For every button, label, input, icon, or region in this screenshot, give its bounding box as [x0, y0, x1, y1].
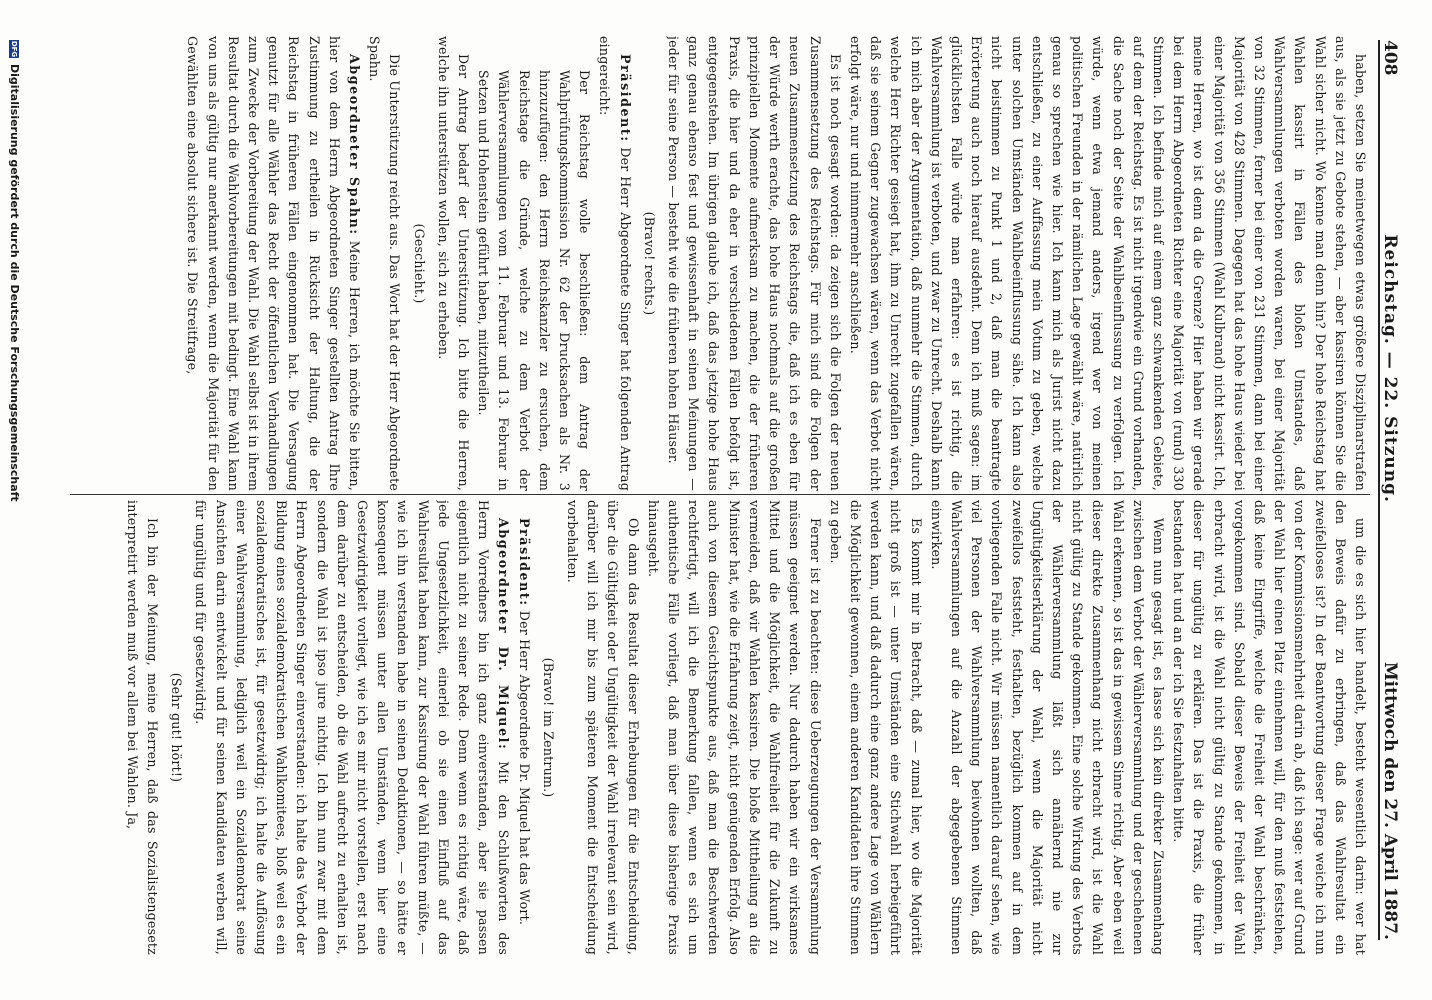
paragraph: [190, 500, 513, 955]
paragraph: Ich bin der Meinung, meine Herren, daß das Sozialistengesetz interpretirt werden muß vor allem bei Wahlen. Ja,: [124, 500, 161, 955]
speech-text: Der Herr Abgeordnete Singer hat folgenden Antrag eingereicht:: [597, 36, 633, 491]
stage-direction: (Geschieht.): [411, 223, 427, 304]
stage-direction: (Bravo! im Zentrum.): [540, 657, 556, 798]
paragraph: Der Antrag bedarf der Unterstützung. Ich bitte die Herren, welche ihn unterstützen wollen, sich zu erheben.: [435, 36, 472, 491]
speech-text: Meine Herren, ich möchte Sie bitten, hier von dem Herrn Abgeordneten Singer gestellten Antrag Ihre Zustimmung zu ertheilen in Rücksicht der Haltung, die der Reichstag in früheren Fällen eingenommen hat. Die Versagung genutzt für alle Wähler das Recht der öffentlichen Verhandlungen zum Zwecke der Vorbereitung der Wahl. Die Wahl selbst ist in ihrem Resultat durch die Wahlvorbereitungen mit bedingt. Eine Wahl kann von uns als gültig nur anerkannt werden, wenn die Majorität für den Gewählten eine absolut sichere ist. Die Streitfrage,: [185, 36, 363, 491]
paragraph: [513, 500, 533, 955]
speech-text: Der Herr Abgeordnete Dr. Miquel hat das Wort.: [516, 606, 532, 926]
paragraph: [182, 36, 364, 491]
paragraph: Es kommt mir in Betracht, daß — zumal hier, wo die Majorität nicht groß ist — unter Umständen eine Stichwahl herbeigeführt werden kann, und daß dadurch eine ganz andere Lage von Wählern die Möglichkeit gewonnen, einem anderen Kandidaten ihre Stimmen zu geben.: [827, 500, 924, 955]
right-column: [70, 500, 1370, 955]
column-divider: [70, 494, 1370, 495]
header-date: Mittwoch den 27. April 1887.: [1380, 661, 1400, 940]
paragraph: Wenn nun gesagt ist, es lasse sich kein direkter Zusammenhang zwischen dem Verbot der Wählerversammlung und der geschehenen Wahl erkennen, so ist das in gewissem Sinne richtig. Aber eben weil dieser direkte Zusammenhang nicht erbracht wird, ist die Wahl nicht gültig zu Stande gekommen. Eine solche Wirkung des Verbots der Wählerversammlung läßt sich annähernd nie zur Ungültigkeitserklärung der Wahl, wenn die Majorität nicht zweifellos feststeht, festhalten, bezüglich kommen auf in dem vorliegenden Falle nicht. Wir müssen namentlich darauf sehen, wie viel Personen der Wahlversammlung beiwohnen wollten, daß Wahlversammlungen auf die Anzahl der abgegebenen Stimmen einwirken.: [928, 500, 1166, 955]
speaker-name: Abgeordneter Dr. Miquel:: [496, 518, 512, 751]
paragraph: Die Unterstützung reicht aus. Das Wort hat der Herr Abgeordnete Spahn.: [367, 36, 403, 491]
speaker-name: Präsident:: [516, 518, 532, 607]
page-number: 408: [1380, 40, 1400, 76]
paragraph: [594, 36, 634, 491]
left-column: [70, 36, 1370, 491]
paragraph: Es ist noch gesagt worden: da zeigen sich die Folgen der neuen Zusammensetzung des Reichstags. Für mich sind die Folgen der neuen Zusammensetzung des Reichstags die, daß ich es eben für der Würde werth erachte, das hohe Haus nochmals auf die großen prinzipiellen Momente aufmerksam zu machen, die der früheren Praxis, die hier und da eher in verschiedenen Fällen befolgt ist, entgegenstehen. Im übrigen glaube ich, daß das jetzige hohe Haus ganz genau ebenso fest und gewissenhaft in seinen Meinungen — jeder für seine Person — besteht wie die früheren hohen Häuser.: [666, 36, 843, 491]
dfg-logo: DFG: [10, 40, 19, 58]
page-header: [1378, 40, 1414, 940]
paragraph: Ferner ist zu beachten: diese Ueberzeugungen der Versammlung müssen geeignet werden. Nur dadurch haben wir ein wirksames Mittel und die Möglichkeit, die Wahlfreiheit für die Zukunft zu vermeiden, daß wir Wahlen kassiren. Die bloße Mittheilung an die Minister hat, wie die Erfahrung zeigt, nicht genügenden Erfolg. Also auch von diesem Gesichtspunkte aus, daß man die Beschwerden rechtfertigt, will ich die Bemerkung fallen, wenn es sich um authentische Fälle vorliegt, daß man über diese bisherige Praxis hinausgeht.: [645, 500, 823, 955]
stage-direction: (Sehr gut! hört!): [169, 672, 185, 783]
speaker-name: Präsident:: [617, 54, 633, 143]
speaker-name: Abgeordneter Spahn:: [347, 54, 363, 236]
paragraph: um die es sich hier handelt, besteht wesentlich darin: wer hat den Beweis dafür zu erbringen, daß das Wahlresultat ein zweifelloses ist? In der Beantwortung dieser Frage weiche ich nun von der Kommissionsmehrheit darin ab, daß ich sage: wer auf Grund der Wahl hier einen Platz einnehmen will, für den muß feststehen, daß keine Eingriffe, welche die Freiheit der Wahl beschränken, vorgekommen sind. Sobald dieser Beweis der Freiheit der Wahl erbracht wird, ist die Wahl nicht gültig zu Stande gekommen, in dieser für ungültig zu erklären. Das ist die Praxis, die früher bestanden hat und an der ich Sie festzuhalten bitte.: [1171, 500, 1368, 955]
paragraph: Ob dann das Resultat dieser Erhebungen für die Entscheidung, über die Gültigkeit oder Ungültigkeit der Wahl irrelevant sein wird, darüber will ich mir bis zum späteren Moment die Entscheidung vorbehalten.: [565, 500, 641, 955]
paragraph: haben, setzen Sie meinetwegen etwas größere Disziplinarstrafen aus, als sie jetzt zu Gebote stehen, — aber kassiren können Sie die Wahl sicher nicht. Wo kenne man denn hin? Der hohe Reichstag hat Wahlen kassirt in Fällen des bloßen Umstandes, daß Wahlversammlungen verboten worden waren, bei einer Majorität von 32 Stimmen, ferner bei einer von 231 Stimmen, dann bei einer Majorität von 428 Stimmen. Dagegen hat das hohe Haus wieder bei einer Majorität von 356 Stimmen (Wahl Kulbrand) nicht kassirt. Ich, meine Herren, wo ist denn da die Grenze? Hier haben wir gerade bei dem Herrn Abgeordneten Richter eine Majorität von (rund) 330 Stimmen. Ich befinde mich auf einem ganz schwankenden Gebiete, auf dem der Reichstag. Es ist nicht irgendwie ein Grund vorhanden, die Sache noch der Seite der Wahlbeeinflussung zu verfolgen. Ich würde, wenn etwa jemand anders, irgend wer von meinen politischen Freunden in der nämlichen Lage gewählt wäre, natürlich genau so sprechen wie hier. Ich kann mich als Jurist nicht dazu entschließen, zu einer Auffassung mein Votum zu geben, welche unter solchen Umständen Wahlbeeinflussung sähe. Ich kann also nicht beistimmen zu Punkt 1 und 2, daß man die beantragte Erörterung auch noch hierauf ausdehnt. Denn ich muß sagen: im glücklichsten Falle würde man erfahren: es ist richtig, die Wahlversammlung ist verboten, und zwar zu Unrecht. Deshalb kann ich mich aber der Argumentation, daß nunmehr die Stimmen, durch welche Herr Richter gesiegt hat, ihm zu Unrecht zugefallen wären, daß sie seinem Gegner zugewachsen wären, wenn das Verbot nicht erfolgt wäre, nur und nimmermehr anschließen.: [847, 36, 1368, 491]
stage-direction: (Bravo! rechts.): [641, 211, 657, 316]
page-footer: [8, 40, 21, 960]
header-title: Reichstag. — 22. Sitzung.: [1380, 234, 1400, 503]
footer-text: Digitalisierung gefördert durch die Deutsche Forschungsgemeinschaft: [8, 64, 21, 502]
motion-text: Der Reichstag wolle beschließen: dem Antrag der Wahlprüfungskommission Nr. 62 der Drucksachen als Nr. 3 hinzuzufügen: den Herrn Reichskanzler zu ersuchen, dem Reichstage die Gründe, welche zu dem Verbot der Wählerversammlungen vom 11. Februar und 13. Februar in Setzen und Hohenstein geführt haben, mitzutheilen.: [476, 70, 593, 491]
speech-text: Mit den Schlußworten des Herrn Vorredners bin ich ganz einverstanden, aber sie passen eigentlich nicht zu seiner Rede. Denn wenn es richtig wäre, daß jede Ungesetzlichkeit, einerlei ob sie einen Einfluß auf das Wahlresultat haben kann, zur Kassirung der Wahl führen müßte, — wie ich ihn verstanden habe in seinen Deduktionen, — so hätte er konsequent müssen unter allen Umständen, wenn hier eine Gesetzwidrigkeit vorliegt, wie ich es mir nicht vorstellen, erst nach dem darüber zu entscheiden, ob die Wahl aufrecht zu erhalten ist, sondern die Wahl ist ipso jure nichtig. Ich bin nun zwar mit dem Herrn Abgeordneten Singer einverstanden: ich halte das Verbot der Bildung eines sozialdemokratischen Wahlkomitees, bloß weil es ein sozialdemokratisches ist, für gesetzwidrig; ich halte die Auflösung einer Wahlversammlung, lediglich weil ein Sozialdemokrat seine Ansichten darin entwickelt und für seinen Kandidaten werben will, für ungültig und für gesetzwidrig.: [193, 500, 512, 955]
